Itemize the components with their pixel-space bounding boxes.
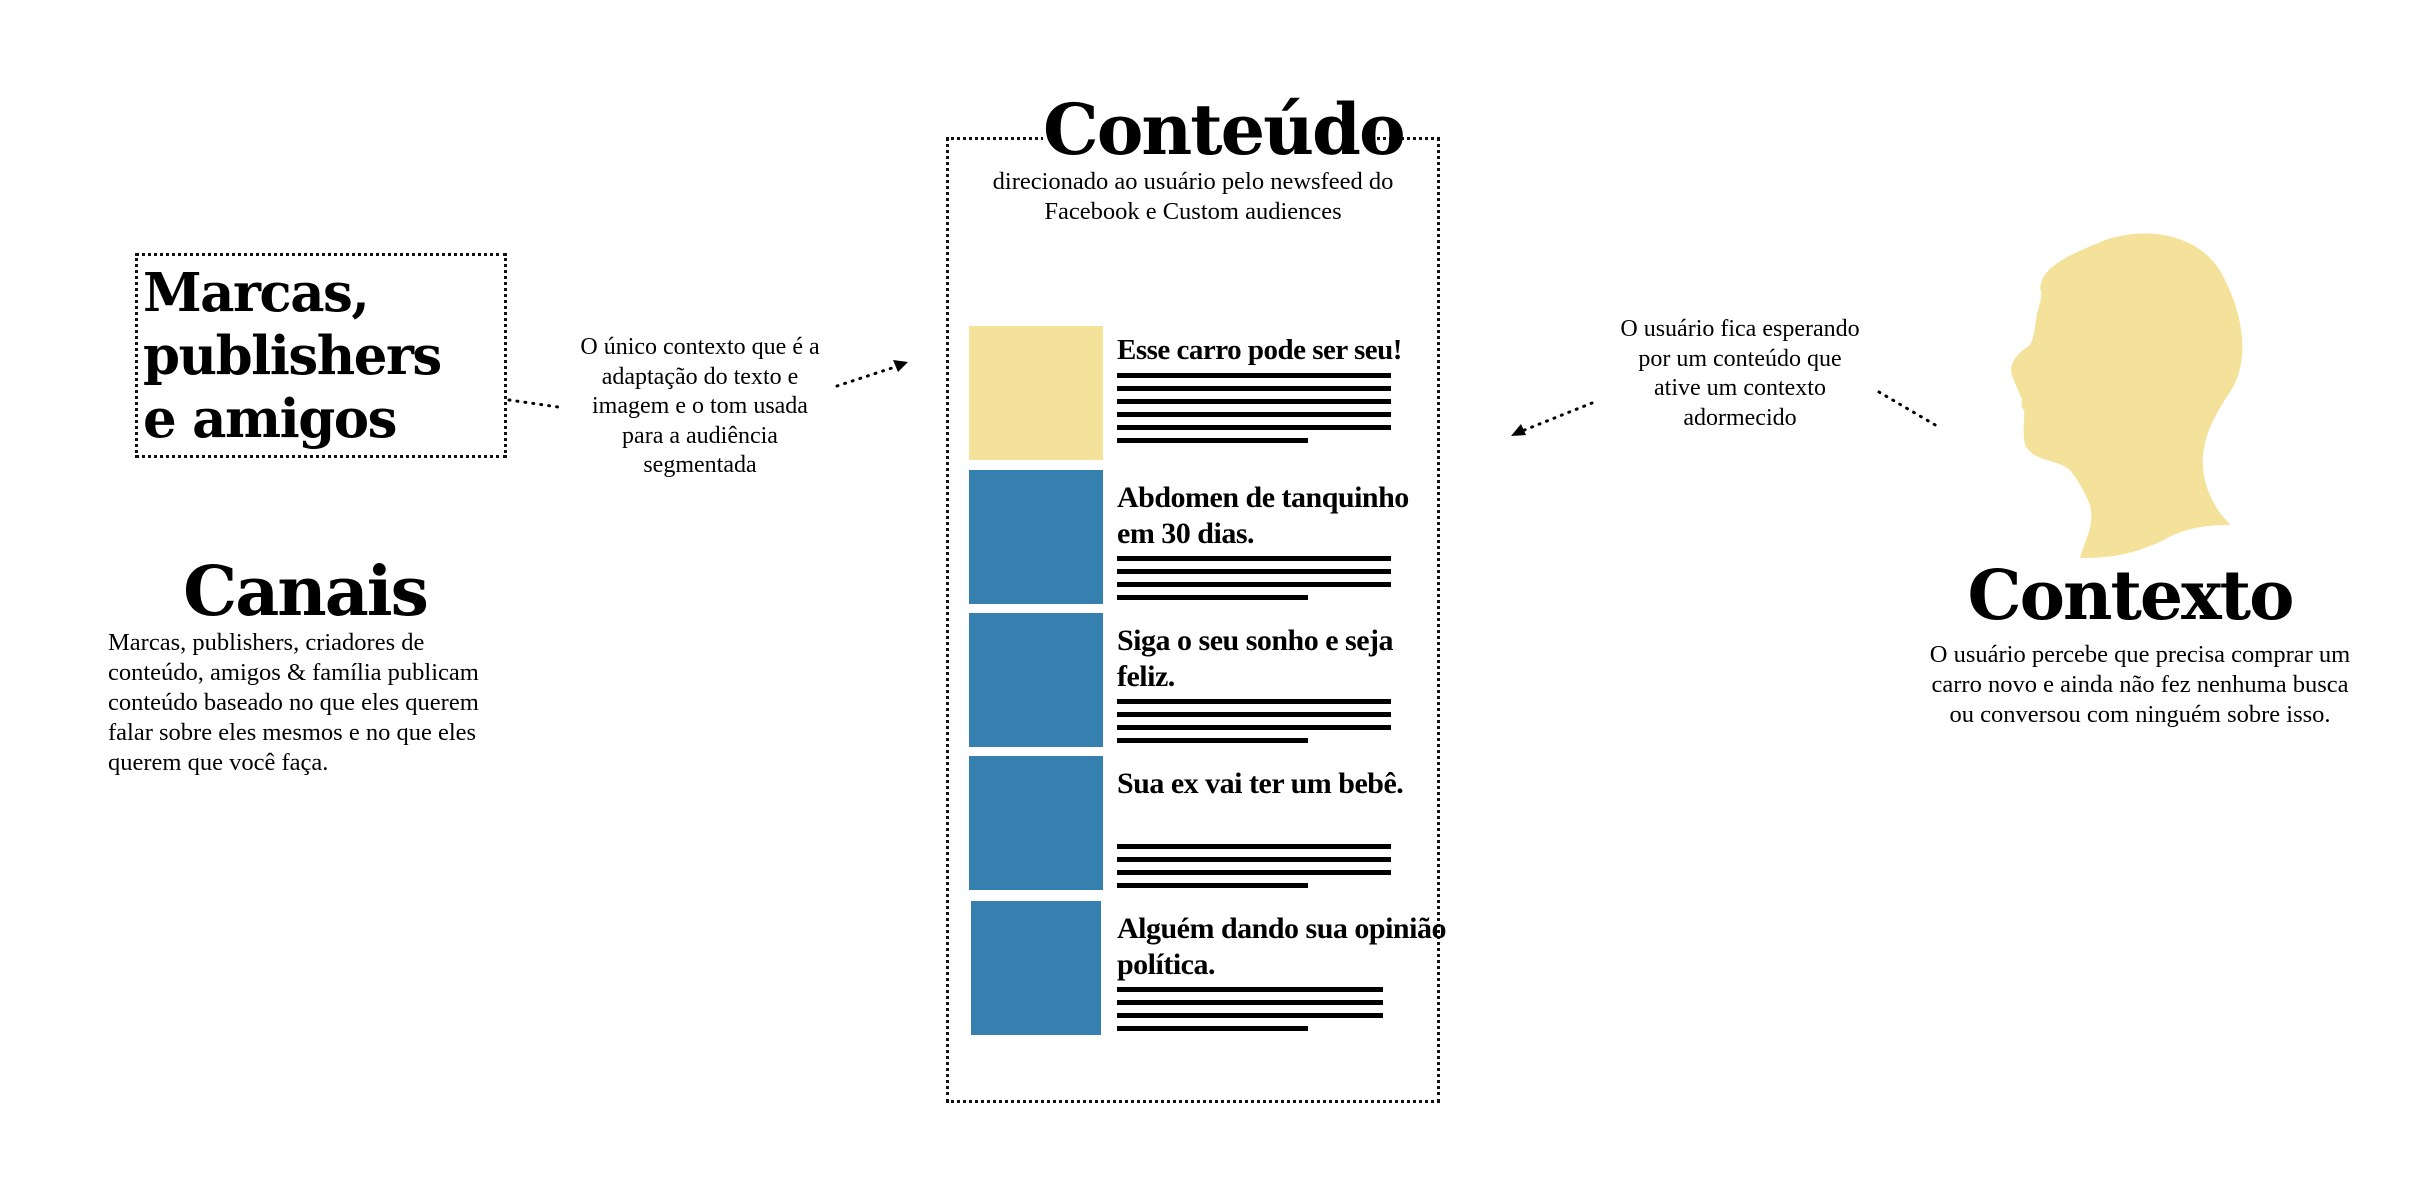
context-description: O usuário percebe que precisa comprar um carro novo e ainda não fez nenhuma busca ou conversou com ninguém sobre isso. [1929, 641, 2351, 728]
channels-description: Marcas, publishers, criadores de conteúdo, amigos & família publicam conteúdo baseado no que eles querem falar sobre eles mesmos e no que eles querem que você faça. [108, 629, 479, 776]
left-annotation: O único contexto que é a adaptação do texto e imagem e o tom usada para a audiência segmentada [580, 334, 820, 478]
channels-title: Canais [183, 552, 427, 632]
context-title: Contexto [1967, 556, 2293, 636]
feed-title: Alguém dando sua opinião política. [1117, 912, 1446, 981]
content-title: Conteúdo [1043, 88, 1404, 171]
feed-title: Siga o seu sonho e seja feliz. [1117, 624, 1394, 693]
feed-title: Esse carro pode ser seu! [1117, 334, 1402, 366]
head-silhouette-icon [2000, 225, 2260, 555]
right-annotation: O usuário fica esperando por um conteúdo que ative um contexto adormecido [1620, 316, 1860, 431]
channels-box-label: Marcas, publishers e amigos [143, 262, 441, 450]
feed-title: Abdomen de tanquinho em 30 dias. [1117, 481, 1409, 550]
feed-title: Sua ex vai ter um bebê. [1117, 767, 1404, 800]
content-subtitle: direcionado ao usuário pelo newsfeed do Facebook e Custom audiences [992, 168, 1394, 225]
